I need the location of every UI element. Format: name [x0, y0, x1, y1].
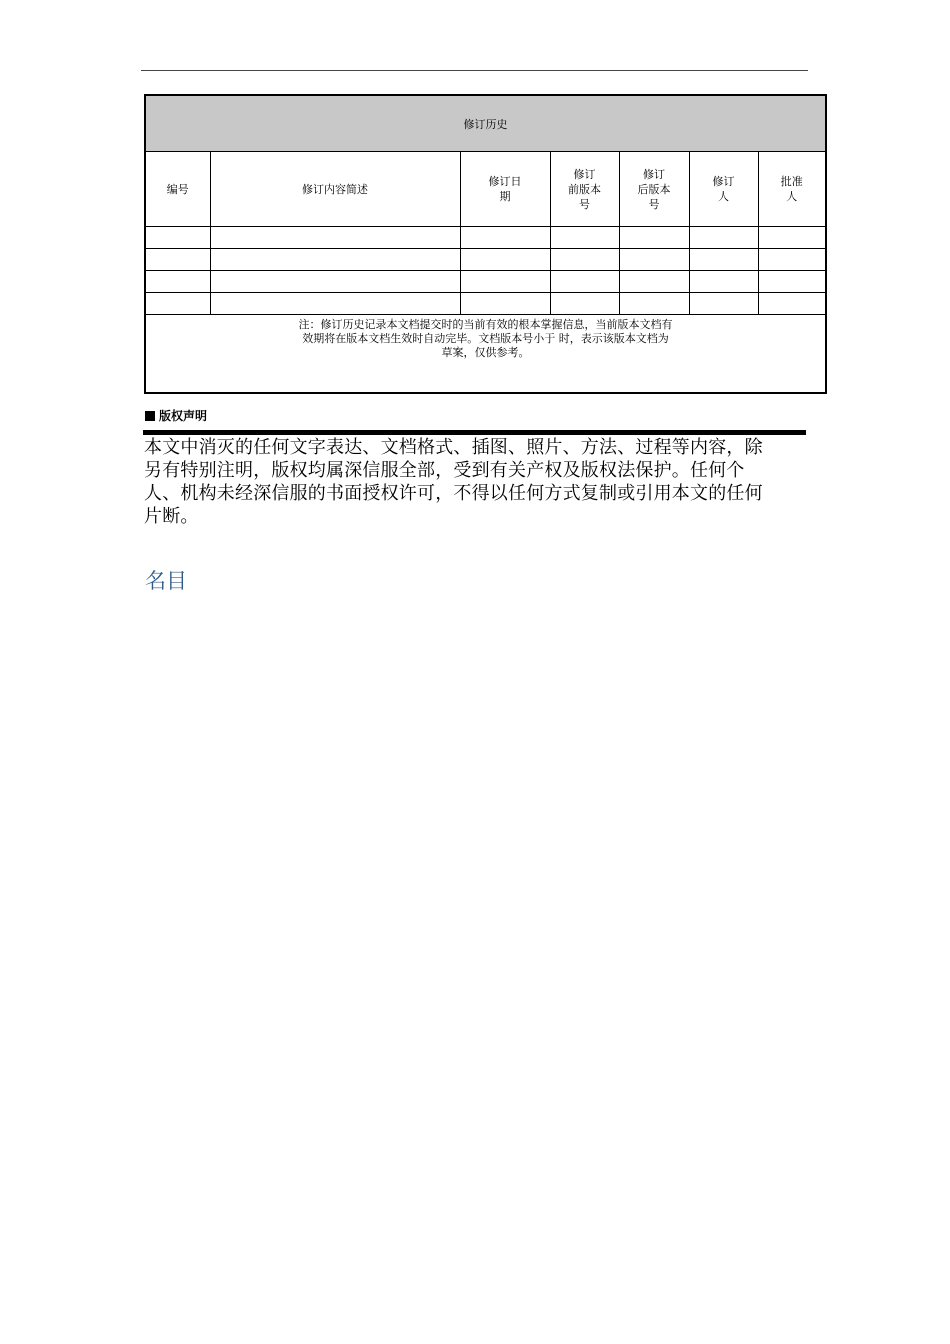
table-row — [145, 249, 826, 271]
table-cell — [210, 249, 460, 271]
header-before-version: 修订 前版本 号 — [550, 152, 619, 227]
table-cell — [550, 271, 619, 293]
table-cell — [210, 293, 460, 315]
header-summary: 修订内容简述 — [210, 152, 460, 227]
table-row — [145, 271, 826, 293]
table-cell — [550, 227, 619, 249]
copyright-heading-label: 版权声明 — [159, 409, 208, 423]
table-cell — [145, 227, 210, 249]
revision-table-title: 修订历史 — [145, 95, 826, 152]
header-after-version: 修订 后版本 号 — [619, 152, 689, 227]
table-cell — [550, 249, 619, 271]
table-cell — [619, 293, 689, 315]
paragraph-line: 本文中消灭的任何文字表达、文档格式、插图、照片、方法、过程等内容，除 — [144, 437, 763, 458]
table-cell — [145, 293, 210, 315]
table-cell — [145, 271, 210, 293]
table-cell — [619, 271, 689, 293]
table-cell — [460, 271, 550, 293]
table-cell — [460, 249, 550, 271]
table-cell — [210, 271, 460, 293]
table-cell — [210, 227, 460, 249]
copyright-heading — [145, 407, 207, 424]
header-rule — [141, 70, 808, 71]
section-divider — [143, 430, 806, 435]
table-cell — [619, 249, 689, 271]
paragraph-line: 另有特别注明，版权均属深信服全部，受到有关产权及版权法保护。任何个 — [144, 460, 745, 481]
table-cell — [550, 293, 619, 315]
header-reviser: 修订 人 — [689, 152, 758, 227]
header-date: 修订日 期 — [460, 152, 550, 227]
header-number: 编号 — [145, 152, 210, 227]
paragraph-line: 人、机构未经深信服的书面授权许可，不得以任何方式复制或引用本文的任何 — [144, 483, 763, 504]
square-bullet-icon — [145, 411, 155, 421]
table-cell — [460, 293, 550, 315]
revision-history-table — [144, 94, 827, 394]
table-cell — [758, 293, 826, 315]
note-line: 草案，仅供参考。 — [441, 346, 530, 359]
revision-table-note — [145, 315, 826, 394]
table-cell — [619, 227, 689, 249]
paragraph-line: 片断。 — [144, 506, 199, 527]
table-cell — [689, 227, 758, 249]
table-cell — [460, 227, 550, 249]
note-line: 效期将在版本文档生效时自动完毕。文档版本号小于 时，表示该版本文档为 — [302, 332, 669, 345]
table-cell — [689, 249, 758, 271]
header-approver: 批准 人 — [758, 152, 826, 227]
table-cell — [145, 249, 210, 271]
table-cell — [689, 293, 758, 315]
table-cell — [758, 227, 826, 249]
toc-title: 名目 — [145, 569, 187, 593]
table-cell — [689, 271, 758, 293]
table-row — [145, 293, 826, 315]
table-cell — [758, 271, 826, 293]
note-line: 注：修订历史记录本文档提交时的当前有效的根本掌握信息，当前版本文档有 — [298, 318, 673, 331]
copyright-paragraph — [144, 436, 804, 528]
revision-table-header-row — [145, 152, 826, 227]
table-cell — [758, 249, 826, 271]
table-row — [145, 227, 826, 249]
